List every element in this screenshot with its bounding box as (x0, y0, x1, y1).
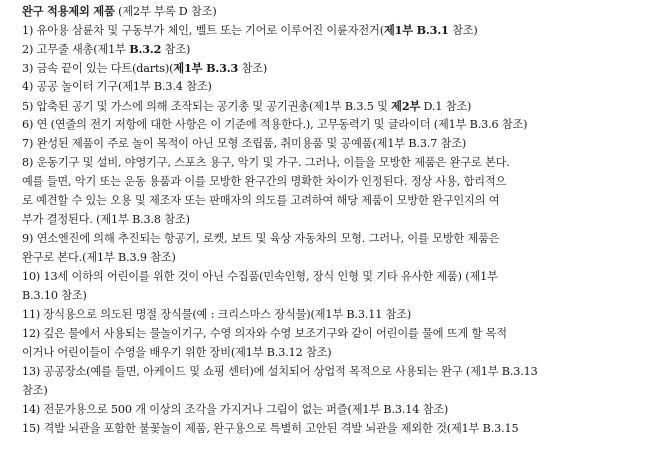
line-text: D.1 참조) (420, 100, 472, 113)
list-item-line (22, 99, 471, 114)
line-text: 6) 연 (연줄의 전기 저항에 대한 사항은 이 기준에 적용한다.), 고무동력기 및 글라이더 (제1부 B.3.6 참조) (22, 118, 528, 131)
list-item-line (22, 42, 190, 57)
list-item-line (22, 137, 466, 151)
list-item-line (22, 327, 507, 341)
list-item-line (22, 156, 510, 170)
list-item-line (22, 251, 176, 265)
bold-reference: B.3.2 (129, 42, 162, 56)
line-text: 13) 공공장소(예를 들면, 아케이드 및 쇼핑 센터)에 설치되어 상업적 목적으로 사용되는 완구 (제1부 B.3.13 (22, 365, 538, 378)
list-item-line (22, 289, 87, 303)
list-item-line (22, 384, 48, 398)
line-text: 14) 전문가용으로 500 개 이상의 조각을 가지거나 그림이 없는 퍼즐(제1부 B.3.14 참조) (22, 403, 449, 416)
line-text: 10) 13세 이하의 어린이를 위한 것이 아닌 수집품(민속인형, 장식 인형 및 기타 유사한 제품) (제1부 (22, 270, 498, 283)
line-text: 참조) (161, 43, 191, 56)
bold-reference: 제1부 B.3.3 (173, 61, 239, 75)
line-text: 부가 결정된다. (제1부 B.3.8 참조) (22, 213, 190, 226)
list-item-line (22, 422, 518, 436)
line-text: 2) 고무줄 새총(제1부 (22, 43, 130, 56)
line-text: 8) 운동기구 및 설비, 야영기구, 스포츠 용구, 악기 및 가구. 그러나, 이들을 모방한 제품은 완구로 본다. (22, 156, 510, 169)
line-text: 이거나 어린이들이 수영을 배우기 위한 장비(제1부 B.3.12 참조) (22, 346, 332, 359)
line-text: 참조) (448, 24, 478, 37)
line-text: 9) 연소엔진에 의해 추진되는 항공기, 로켓, 보트 및 육상 자동차의 모형. 그러나, 이를 모방한 제품은 (22, 232, 500, 245)
line-text: B.3.10 참조) (22, 289, 87, 302)
list-item-line (22, 270, 498, 284)
list-item-line (22, 194, 499, 208)
line-text: 4) 공공 놀이터 기구(제1부 B.3.4 참조) (22, 80, 212, 93)
line-text: 3) 금속 끝이 있는 다트(darts)( (22, 62, 174, 75)
line-text: 11) 장식용으로 의도된 명절 장식물(예 : 크리스마스 장식물)(제1부 B.3.11 참조) (22, 308, 412, 321)
list-item-line (22, 175, 506, 189)
line-text: 15) 격발 뇌관을 포함한 불꽃놀이 제품, 완구용으로 특별히 고안된 격발 뇌관을 제외한 것(제1부 B.3.15 (22, 422, 519, 435)
line-text: 완구로 본다.(제1부 B.3.9 참조) (22, 251, 176, 264)
list-item-line (22, 346, 332, 360)
list-item-line (22, 213, 190, 227)
bold-reference: 제1부 B.3.1 (383, 23, 449, 37)
bold-reference: 제2부 (391, 99, 421, 113)
list-item-line (22, 23, 478, 38)
line-text: 12) 깊은 물에서 사용되는 물놀이기구, 수영 의자와 수영 보조기구와 같이 어린이를 물에 뜨게 할 목적 (22, 327, 507, 340)
list-item-line (22, 403, 448, 417)
line-text: 참조) (22, 384, 48, 397)
list-item-line (22, 80, 212, 94)
list-item-line (22, 118, 527, 132)
line-text: 7) 완성된 제품이 주로 놀이 목적이 아닌 모형 조립품, 취미용품 및 공예품(제1부 B.3.7 참조) (22, 137, 467, 150)
title-main: 완구 적용제외 제품 (22, 4, 115, 18)
list-item-line (22, 308, 411, 322)
line-text: 예를 들면, 악기 또는 운동 용품과 이를 모방한 완구간의 명확한 차이가 인정된다. 정상 사용, 합리적으 (22, 175, 507, 188)
line-text: 로 예견할 수 있는 오용 및 제조자 또는 판매자의 의도를 고려하여 해당 제품이 모방한 완구인지의 여 (22, 194, 500, 207)
section-title (22, 4, 217, 19)
list-item-line (22, 232, 499, 246)
list-item-line (22, 61, 267, 76)
line-text: 1) 유아용 삼륜차 및 구동부가 체인, 벨트 또는 기어로 이루어진 이륜자전거( (22, 24, 384, 37)
line-text: 5) 압축된 공기 및 가스에 의해 조작되는 공기총 및 공기권총(제1부 B.3.5 및 (22, 100, 392, 113)
list-item-line (22, 365, 538, 379)
line-text: 참조) (238, 62, 268, 75)
title-reference: (제2부 부록 D 참조) (114, 5, 217, 18)
